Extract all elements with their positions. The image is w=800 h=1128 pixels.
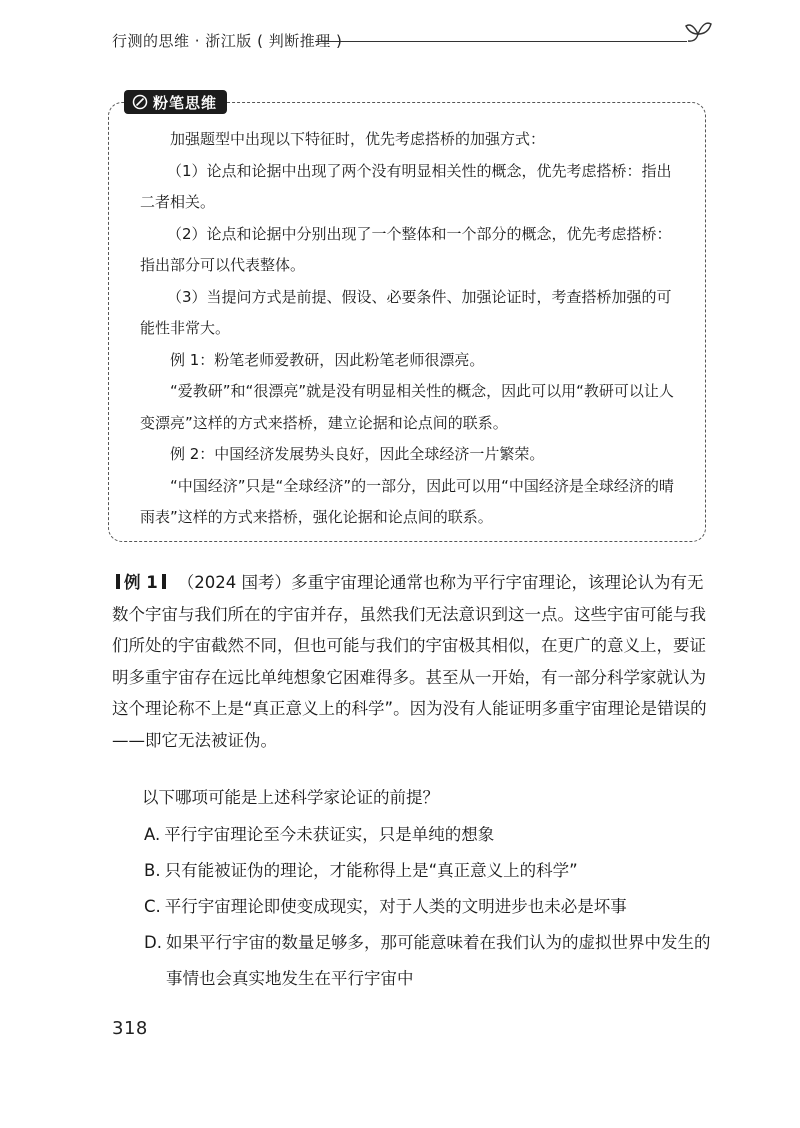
option-c — [144, 889, 714, 925]
tip-badge-label: 粉笔思维 — [153, 93, 218, 112]
option-d — [144, 925, 714, 997]
option-letter: B. — [144, 861, 161, 880]
tip-paragraph: 加强题型中出现以下特征时，优先考虑搭桥的加强方式： — [170, 130, 546, 148]
question-prompt: 以下哪项可能是上述科学家论证的前提？ — [142, 788, 439, 807]
example-label-tag — [112, 573, 170, 592]
answer-options — [144, 817, 714, 997]
example-label: 例 1 — [124, 573, 158, 592]
option-b — [144, 853, 714, 889]
label-bar-right — [162, 574, 166, 589]
option-text: 如果平行宇宙的数量足够多，那可能意味着在我们认为的虚拟世界中发生的事情也会真实地发生在平行宇宙中 — [165, 933, 711, 988]
question-stem: 多重宇宙理论通常也称为平行宇宙理论，该理论认为有无数个宇宙与我们所在的宇宙并存，虽然我们无法意识到这一点。这些宇宙可能与我们所处的宇宙截然不同，但也可能与我们的宇宙极其相似，在更广的意义上，要证明多重宇宙存在远比单纯想象它困难得多。甚至从一开始，有一部分科学家就认为这个理论称不上是“真正意义上的科学”。因为没有人能证明多重宇宙理论是错误的——即它无法被证伪。 — [112, 573, 707, 750]
sprout-icon — [684, 18, 714, 48]
running-header — [112, 26, 712, 54]
tip-paragraph: （3）当提问方式是前提、假设、必要条件、加强论证时，考查搭桥加强的可能性非常大。 — [140, 287, 672, 337]
tip-content — [140, 124, 685, 534]
tip-paragraph: （2）论点和论据中分别出现了一个整体和一个部分的概念，优先考虑搭桥：指出部分可以代表整体。 — [140, 224, 672, 274]
option-text: 平行宇宙理论即使变成现实，对于人类的文明进步也未必是坏事 — [164, 897, 627, 916]
option-letter: C. — [144, 897, 161, 916]
option-text: 只有能被证伪的理论，才能称得上是“真正意义上的科学” — [164, 861, 578, 880]
tip-paragraph: 例 1：粉笔老师爱教研，因此粉笔老师很漂亮。 — [170, 350, 485, 369]
header-rule — [315, 41, 687, 42]
option-letter: D. — [144, 933, 162, 952]
page-number: 318 — [112, 1018, 148, 1039]
option-a — [144, 817, 714, 853]
header-title: 行测的思维 · 浙江版 ( 判断推理 ) — [112, 32, 343, 50]
tip-paragraph: （1）论点和论据中出现了两个没有明显相关性的概念，优先考虑搭桥：指出二者相关。 — [140, 161, 672, 211]
pencil-icon — [132, 94, 148, 110]
tip-badge — [124, 90, 227, 114]
question-stem-block — [112, 567, 712, 756]
label-bar-left — [116, 574, 120, 589]
option-text: 平行宇宙理论至今未获证实，只是单纯的想象 — [164, 825, 495, 844]
tip-paragraph: “爱教研”和“很漂亮”就是没有明显相关性的概念，因此可以用“教研可以让人变漂亮”这样的方式来搭桥，建立论据和论点间的联系。 — [140, 382, 674, 432]
option-letter: A. — [144, 825, 161, 844]
tip-paragraph: “中国经济”只是“全球经济”的一部分，因此可以用“中国经济是全球经济的晴雨表”这样的方式来搭桥，强化论据和论点间的联系。 — [140, 476, 674, 526]
question-source: （2024 国考） — [177, 573, 291, 592]
tip-paragraph: 例 2：中国经济发展势头良好，因此全球经济一片繁荣。 — [170, 445, 545, 463]
